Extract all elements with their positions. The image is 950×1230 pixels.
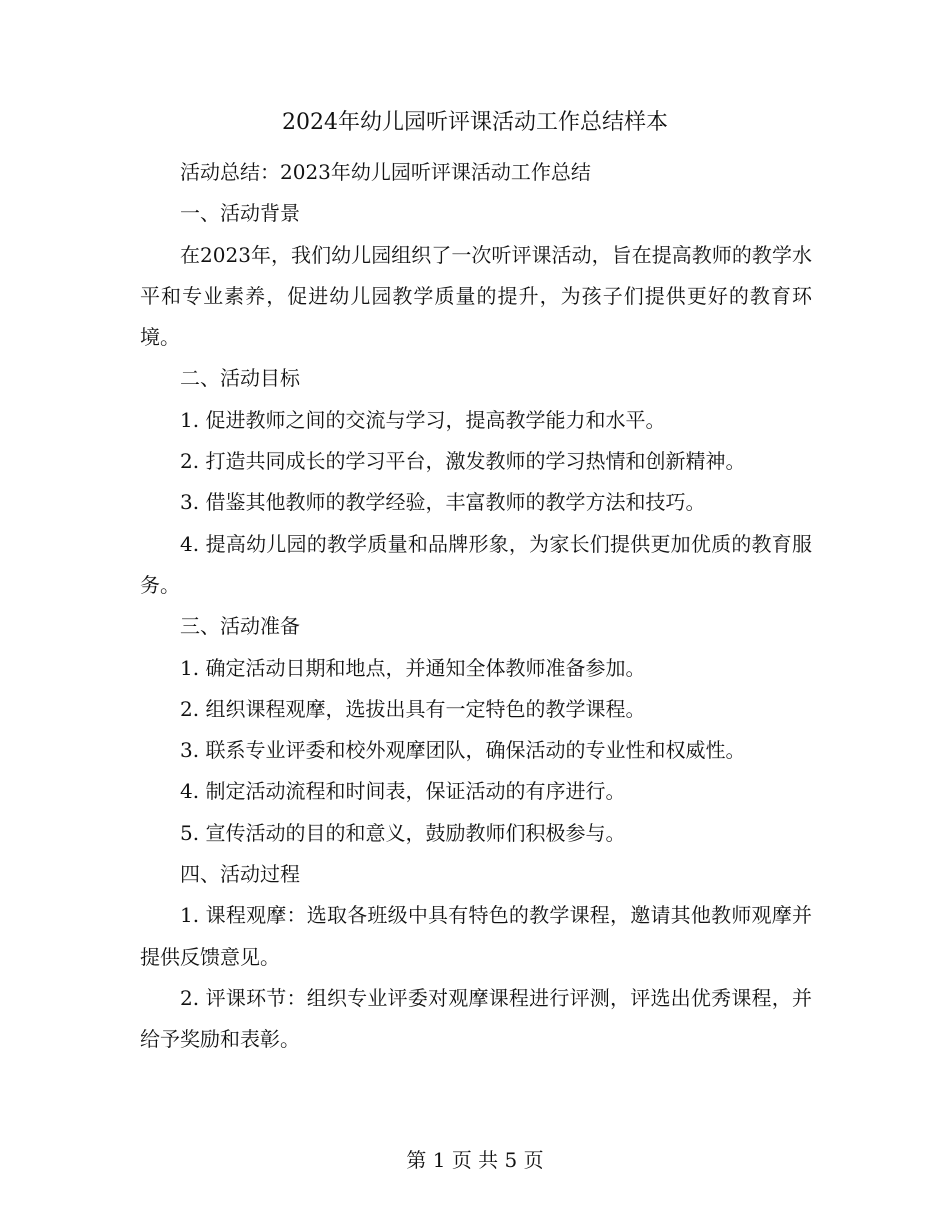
list-item-goal-2: 2. 打造共同成长的学习平台，激发教师的学习热情和创新精神。 [180,449,746,474]
list-item-goal-1: 1. 促进教师之间的交流与学习，提高教学能力和水平。 [180,407,666,432]
document-title: 2024年幼儿园听评课活动工作总结样本 [282,110,668,135]
section-heading-process: 四、活动过程 [180,862,300,887]
section-heading-background: 一、活动背景 [180,201,300,226]
list-item-prep-2: 2. 组织课程观摩，选拔出具有一定特色的教学课程。 [180,696,646,721]
document-body [140,152,812,1061]
paragraph-summary-heading: 活动总结：2023年幼儿园听评课活动工作总结 [180,160,591,184]
list-item-goal-3: 3. 借鉴其他教师的教学经验，丰富教师的教学方法和技巧。 [180,490,706,515]
list-item-goal-4: 4. 提高幼儿园的教学质量和品牌形象，为家长们提供更加优质的教育服务。 [140,531,812,597]
list-item-process-1: 1. 课程观摩：选取各班级中具有特色的教学课程，邀请其他教师观摩并提供反馈意见。 [140,903,812,969]
list-item-process-2: 2. 评课环节：组织专业评委对观摩课程进行评测，评选出优秀课程，并给予奖励和表彰。 [140,985,812,1052]
list-item-prep-5: 5. 宣传活动的目的和意义，鼓励教师们积极参与。 [180,820,626,845]
section-heading-preparation: 三、活动准备 [180,614,300,639]
section-heading-goals: 二、活动目标 [180,366,300,391]
paragraph-background: 在2023年，我们幼儿园组织了一次听评课活动，旨在提高教师的教学水平和专业素养，促进幼儿园教学质量的提升，为孩子们提供更好的教育环境。 [140,242,812,350]
list-item-prep-4: 4. 制定活动流程和时间表，保证活动的有序进行。 [180,779,626,804]
list-item-prep-3: 3. 联系专业评委和校外观摩团队，确保活动的专业性和权威性。 [180,738,746,763]
page-footer: 第 1 页 共 5 页 [406,1148,544,1172]
list-item-prep-1: 1. 确定活动日期和地点，并通知全体教师准备参加。 [180,655,646,680]
